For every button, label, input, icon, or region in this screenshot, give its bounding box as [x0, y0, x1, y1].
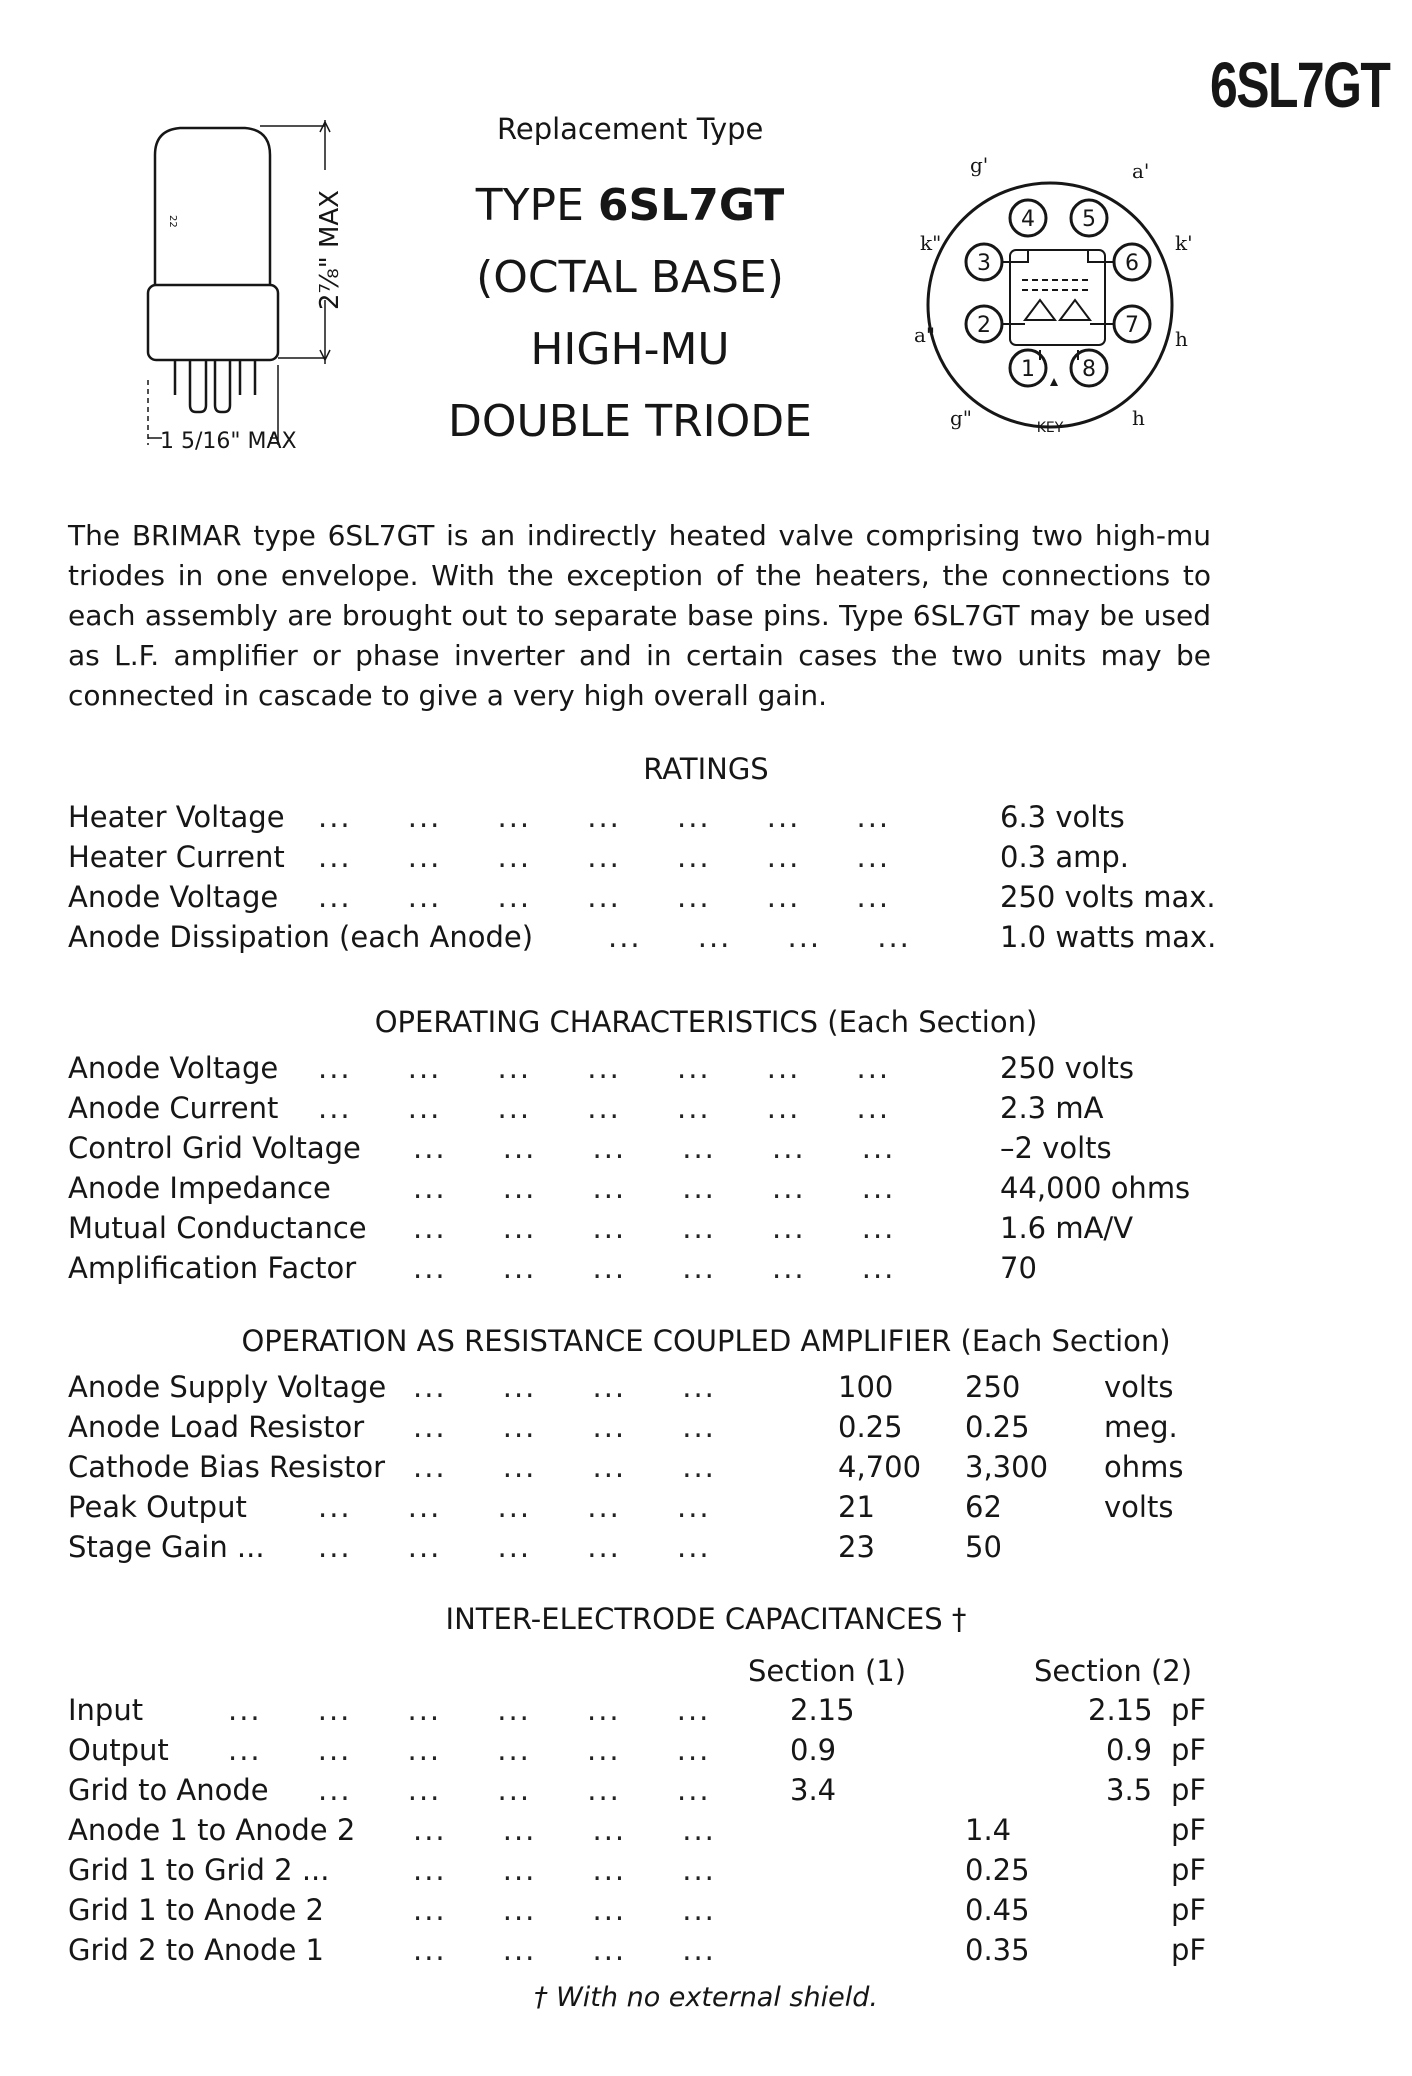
capacitance-footnote: † With no external shield. [534, 1982, 878, 2013]
label-g1: g' [970, 153, 989, 177]
label-a2: a" [914, 323, 936, 347]
label-h1: h [1175, 327, 1188, 351]
title-line-type [420, 170, 840, 242]
pin-label: 1 [1021, 357, 1035, 382]
key-label: KEY [1036, 420, 1064, 436]
ratings-title: RATINGS [643, 752, 769, 786]
pin-label: 5 [1082, 207, 1096, 232]
label-a1: a' [1132, 159, 1150, 183]
title-type-number: 6SL7GT [597, 180, 785, 231]
svg-text:22: 22 [167, 215, 178, 228]
label-h2: h [1132, 406, 1145, 430]
capacitances-title: INTER-ELECTRODE CAPACITANCES † [445, 1602, 967, 1636]
corner-type-number: 6SL7GT [1210, 49, 1390, 121]
pin-label: 8 [1082, 357, 1096, 382]
replacement-type-label: Replacement Type [497, 112, 764, 146]
title-line-triode: DOUBLE TRIODE [448, 396, 812, 447]
base-connection-diagram [900, 150, 1200, 464]
operating-title: OPERATING CHARACTERISTICS (Each Section) [374, 1005, 1038, 1039]
diameter-dimension-label: 1 5/16" MAX [160, 429, 297, 454]
pin-label: 2 [977, 313, 991, 338]
intro-paragraph: The BRIMAR type 6SL7GT is an indirectly heated valve comprising two high-mu triodes in one envelope. With the exception of the heaters, the connections to each assembly are brought out to separate base pins. Type 6SL7GT may be used as L.F. amplifier or phase inverter and in certain cases the two units may be connected in cascade to give a very high overall gain. [68, 519, 1211, 712]
valve-outline-drawing [120, 110, 380, 474]
label-k2: k" [920, 231, 942, 255]
pin-label: 3 [977, 251, 991, 276]
pin-label: 4 [1021, 207, 1035, 232]
title-line-base: (OCTAL BASE) [476, 252, 784, 303]
pin-label: 7 [1125, 313, 1139, 338]
label-k1: k' [1175, 231, 1193, 255]
title-prefix: TYPE [475, 180, 584, 231]
height-dimension-label: 2⅞" MAX [315, 190, 345, 310]
title-block [420, 170, 840, 458]
label-g2: g" [950, 406, 973, 430]
rc-amplifier-title: OPERATION AS RESISTANCE COUPLED AMPLIFIER (Each Section) [241, 1324, 1171, 1358]
title-line-mu: HIGH-MU [530, 324, 730, 375]
pin-label: 6 [1125, 251, 1139, 276]
